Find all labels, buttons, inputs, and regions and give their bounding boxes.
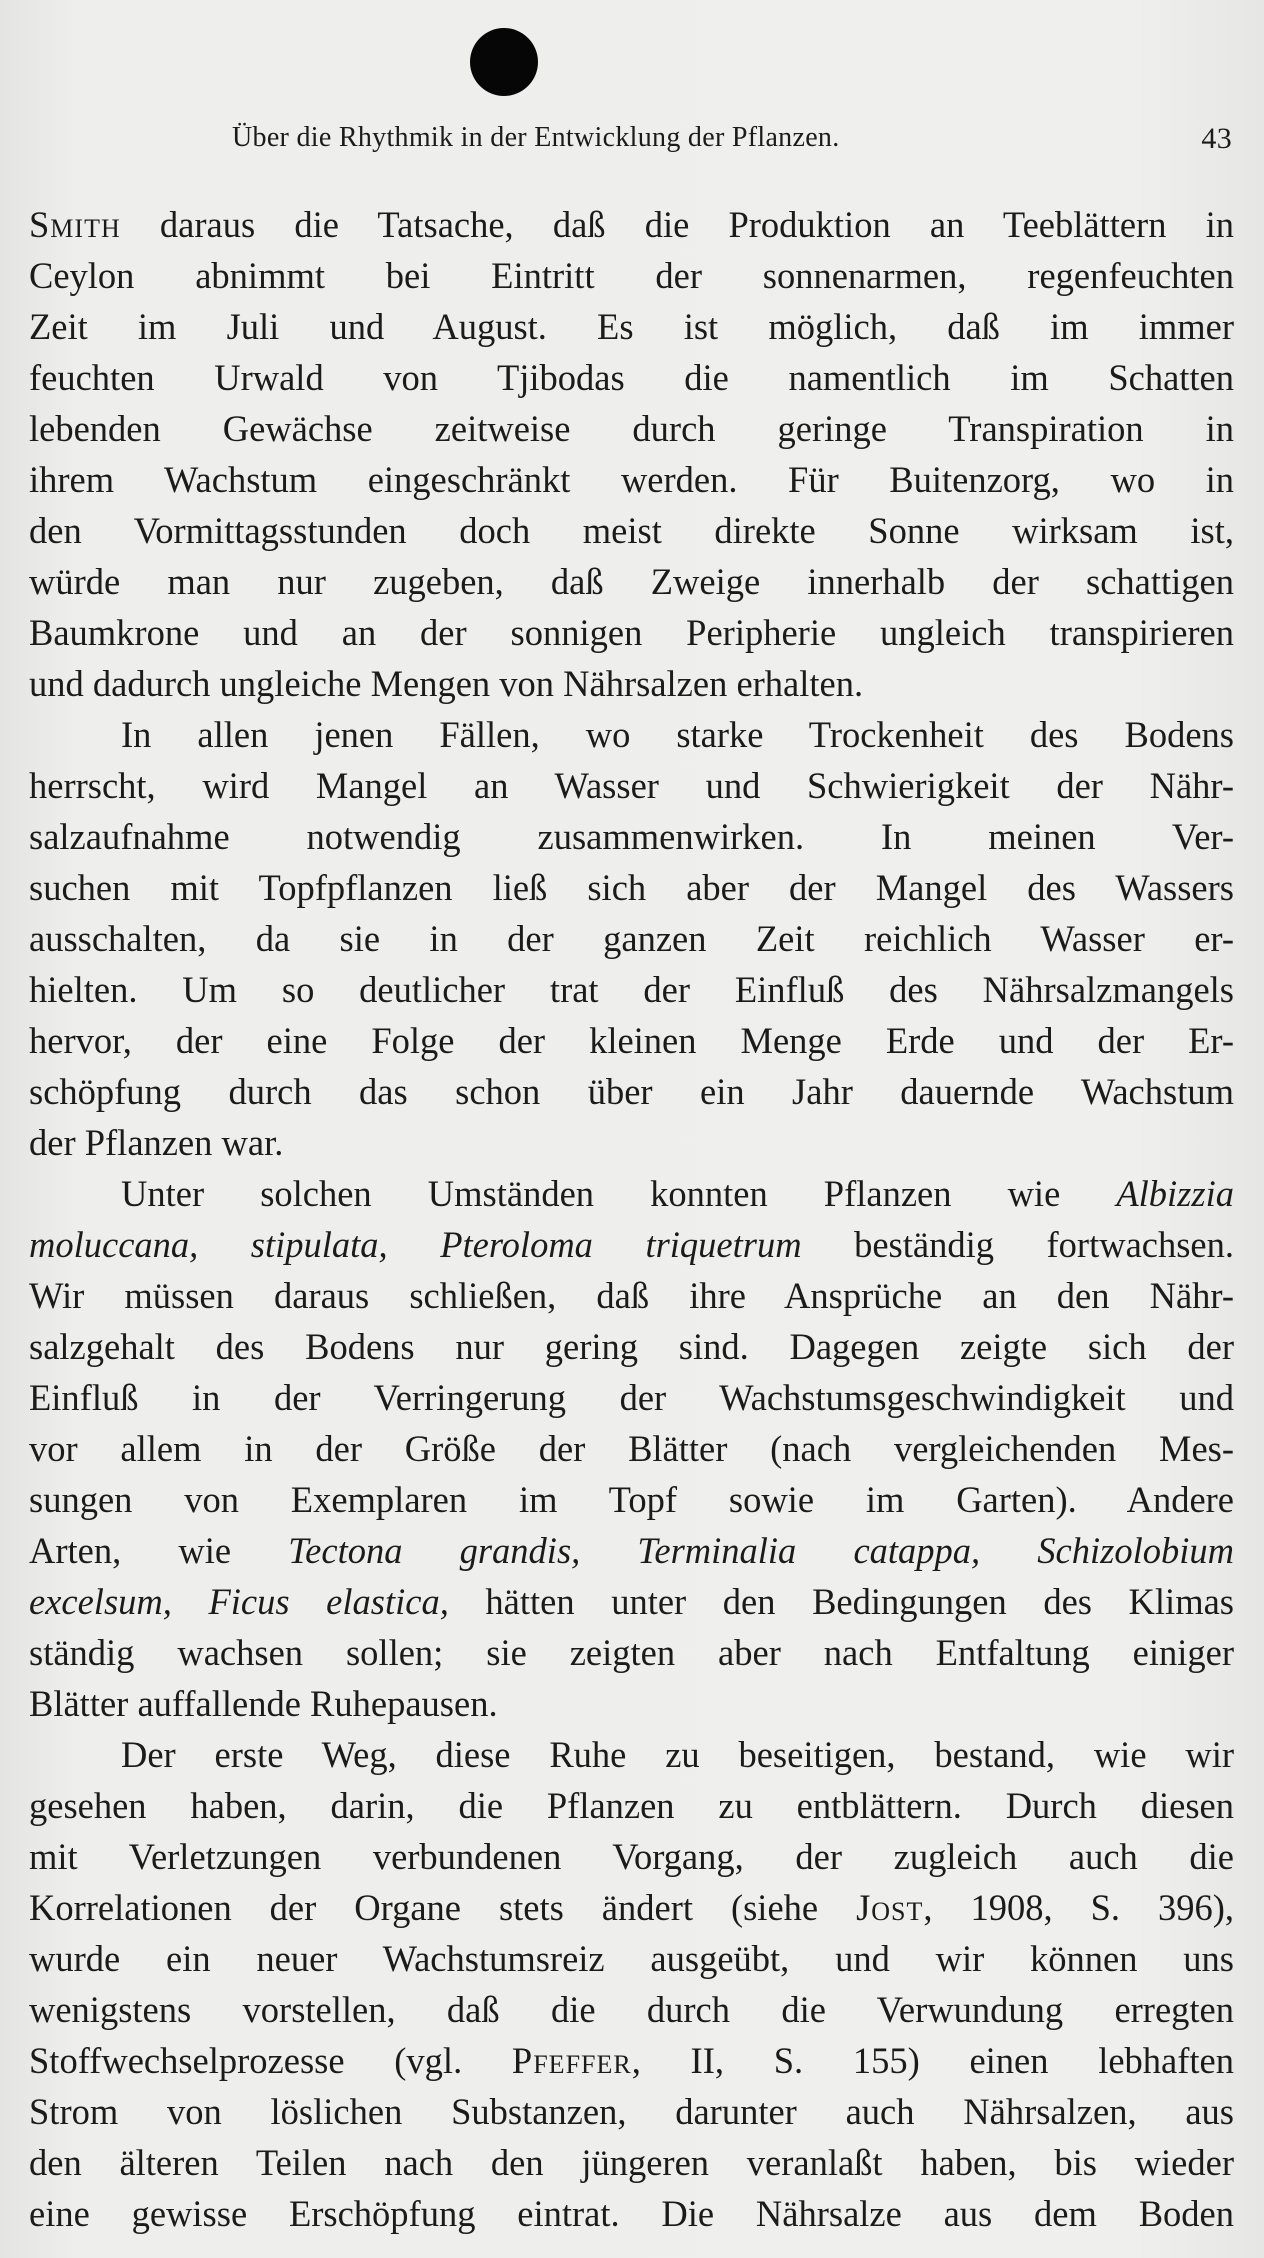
text-line xyxy=(29,1576,1234,1627)
species-name-italic: excelsum, Ficus elastica, xyxy=(29,1581,449,1622)
text-line: Baumkrone und an der sonnigen Peripherie ungleich transpirieren xyxy=(29,612,1234,653)
text-line: schöpfung durch das schon über ein Jahr dauernde Wachstum xyxy=(29,1071,1234,1112)
text-line: ausschalten, da sie in der ganzen Zeit reichlich Wasser er- xyxy=(29,918,1234,959)
text-run: , II, S. 155) einen lebhaften xyxy=(631,2040,1235,2081)
text-line xyxy=(29,1525,1234,1576)
text-line xyxy=(29,1168,1234,1219)
text-line: hervor, der eine Folge der kleinen Menge Erde und der Er- xyxy=(29,1020,1234,1061)
text-line: würde man nur zugeben, daß Zweige innerhalb der schattigen xyxy=(29,561,1234,602)
text-run: , 1908, S. 396), xyxy=(923,1887,1234,1928)
text-line: Einfluß in der Verringerung der Wachstumsgeschwindigkeit und xyxy=(29,1377,1234,1418)
text-line: den älteren Teilen nach den jüngeren veranlaßt haben, bis wieder xyxy=(29,2142,1234,2183)
text-line: ständig wachsen sollen; sie zeigten aber nach Entfaltung einiger xyxy=(29,1632,1234,1673)
species-name-italic: Tectona grandis, Terminalia catappa, Schizolobium xyxy=(288,1530,1234,1571)
text-line: der Pflanzen war. xyxy=(29,1122,284,1163)
species-name-italic: Albizzia xyxy=(1116,1173,1234,1214)
text-line: In allen jenen Fällen, wo starke Trockenheit des Bodens xyxy=(121,714,1234,755)
running-title: Über die Rhythmik in der Entwicklung der Pflanzen. xyxy=(232,122,840,153)
text-line: herrscht, wird Mangel an Wasser und Schwierigkeit der Nähr- xyxy=(29,765,1234,806)
text-line: den Vormittagsstunden doch meist direkte Sonne wirksam ist, xyxy=(29,510,1234,551)
text-line: hielten. Um so deutlicher trat der Einfluß des Nährsalzmangels xyxy=(29,969,1234,1010)
text-line: feuchten Urwald von Tjibodas die namentlich im Schatten xyxy=(29,357,1234,398)
text-run: Stoffwechselprozesse (vgl. xyxy=(29,2040,512,2081)
text-line: suchen mit Topfpflanzen ließ sich aber der Mangel des Wassers xyxy=(29,867,1234,908)
text-run: beständig fortwachsen. xyxy=(801,1224,1234,1265)
text-line: wenigstens vorstellen, daß die durch die Verwundung erregten xyxy=(29,1989,1234,2030)
text-line: gesehen haben, darin, die Pflanzen zu entblättern. Durch diesen xyxy=(29,1785,1234,1826)
text-run: Unter solchen Umständen konnten Pflanzen wie xyxy=(121,1173,1117,1214)
text-run: daraus die Tatsache, daß die Produktion an Teeblättern in xyxy=(120,204,1234,245)
text-line xyxy=(29,2035,1234,2086)
running-header xyxy=(0,122,1264,162)
text-line: wurde ein neuer Wachstumsreiz ausgeübt, und wir können uns xyxy=(29,1938,1234,1979)
text-run: Arten, wie xyxy=(29,1530,289,1571)
text-line: Blätter auffallende Ruhepausen. xyxy=(29,1683,498,1724)
text-run: hätten unter den Bedingungen des Klimas xyxy=(448,1581,1234,1622)
text-line xyxy=(29,1882,1234,1933)
species-name-italic: moluccana, stipulata, Pteroloma triquetrum xyxy=(29,1224,802,1265)
text-line xyxy=(29,1219,1234,1270)
text-line: Der erste Weg, diese Ruhe zu beseitigen, bestand, wie wir xyxy=(121,1734,1234,1775)
page-number: 43 xyxy=(1201,122,1232,155)
text-line: Wir müssen daraus schließen, daß ihre Ansprüche an den Nähr- xyxy=(29,1275,1234,1316)
punch-hole-mark xyxy=(470,28,538,96)
text-line: ihrem Wachstum eingeschränkt werden. Für Buitenzorg, wo in xyxy=(29,459,1234,500)
text-line: Ceylon abnimmt bei Eintritt der sonnenarmen, regenfeuchten xyxy=(29,255,1234,296)
text-line: mit Verletzungen verbundenen Vorgang, der zugleich auch die xyxy=(29,1836,1234,1877)
text-line: sungen von Exemplaren im Topf sowie im Garten). Andere xyxy=(29,1479,1234,1520)
text-line: Strom von löslichen Substanzen, darunter auch Nährsalzen, aus xyxy=(29,2091,1234,2132)
author-name-smallcaps: Jost xyxy=(856,1887,924,1928)
text-line xyxy=(29,199,1234,250)
text-line: eine gewisse Erschöpfung eintrat. Die Nährsalze aus dem Boden xyxy=(29,2193,1234,2234)
author-name-smallcaps: Smith xyxy=(29,204,121,245)
text-line: lebenden Gewächse zeitweise durch geringe Transpiration in xyxy=(29,408,1234,449)
text-run: Korrelationen der Organe stets ändert (siehe xyxy=(29,1887,857,1928)
text-line: und dadurch ungleiche Mengen von Nährsalzen erhalten. xyxy=(29,663,864,704)
text-line: vor allem in der Größe der Blätter (nach vergleichenden Mes- xyxy=(29,1428,1234,1469)
body-text xyxy=(29,199,1234,2239)
text-line: Zeit im Juli und August. Es ist möglich, daß im immer xyxy=(29,306,1234,347)
text-line: salzgehalt des Bodens nur gering sind. Dagegen zeigte sich der xyxy=(29,1326,1234,1367)
author-name-smallcaps: Pfeffer xyxy=(511,2040,632,2081)
text-line: salzaufnahme notwendig zusammenwirken. In meinen Ver- xyxy=(29,816,1234,857)
